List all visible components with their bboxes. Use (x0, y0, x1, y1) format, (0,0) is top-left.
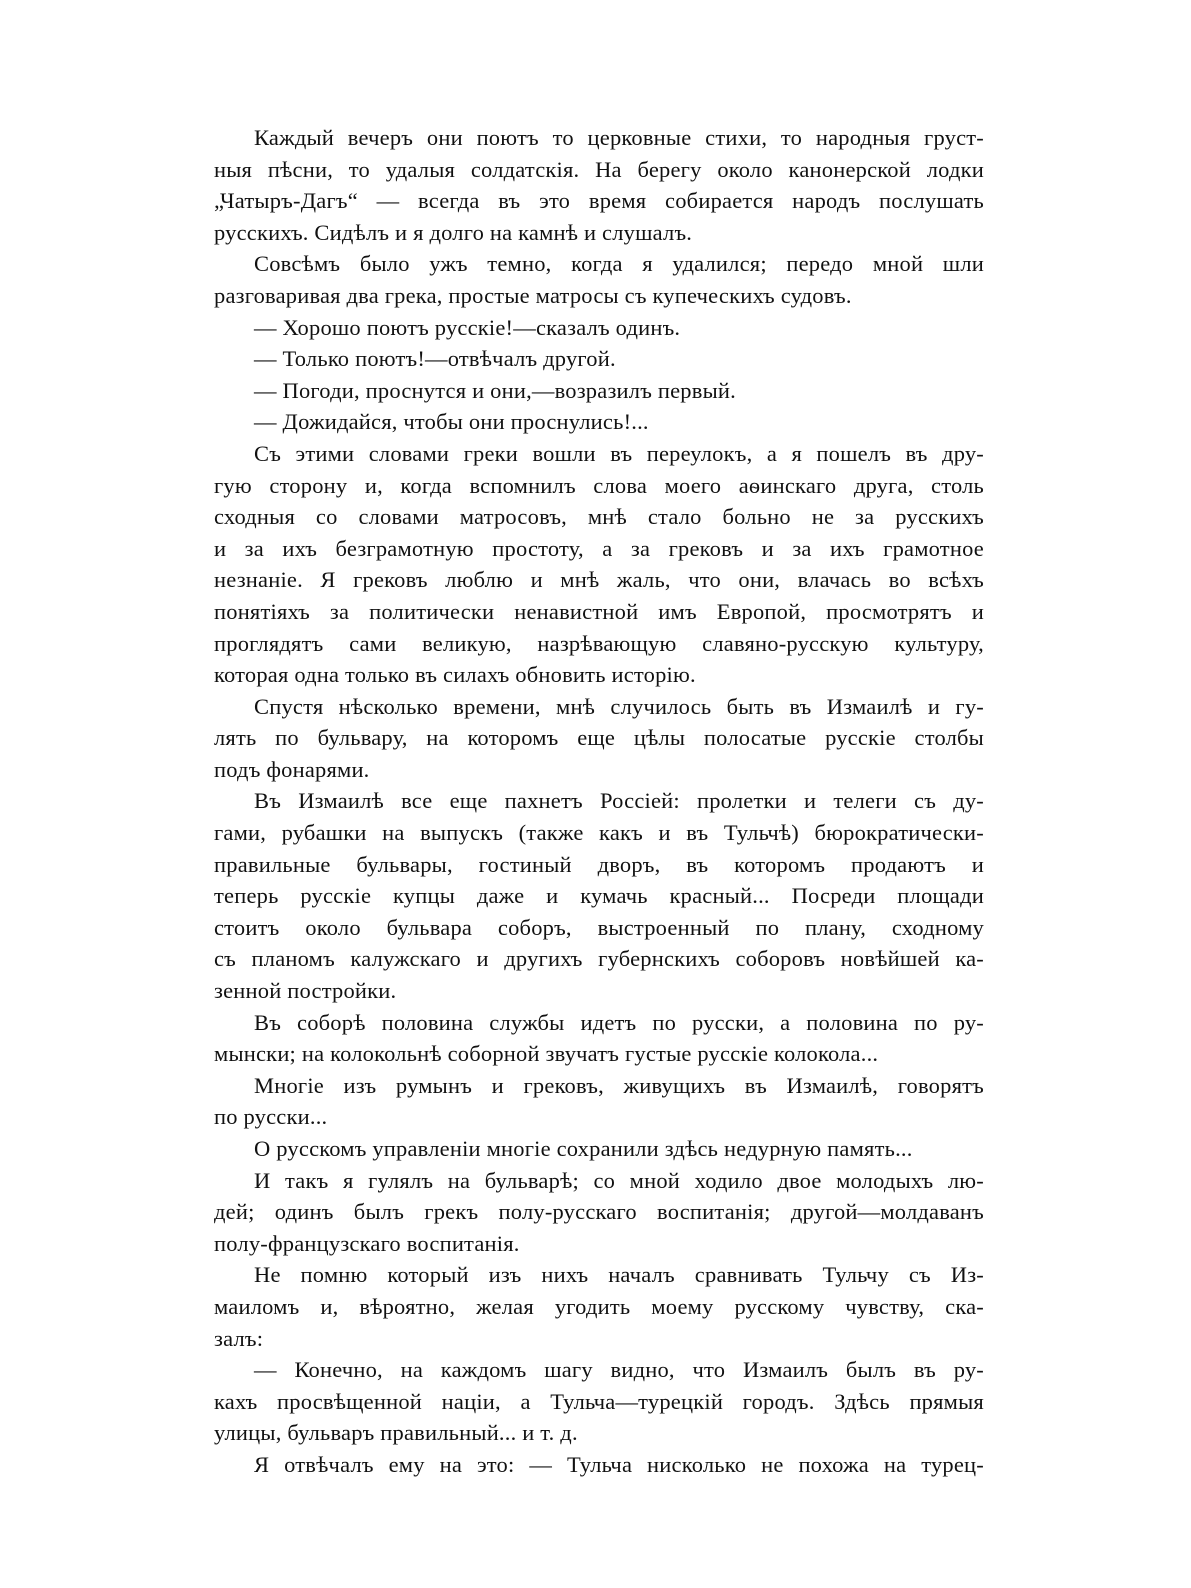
text-line: сходныя со словами матросовъ, мнѣ стало больно не за русскихъ (214, 504, 984, 530)
text-line: улицы, бульваръ правильный... и т. д. (214, 1420, 578, 1446)
text-line: „Чатыръ-Дагъ“ — всегда въ это время собирается народъ послушать (214, 188, 984, 214)
text-line: маиломъ и, вѣроятно, желая угодить моему русскому чувству, ска- (214, 1293, 984, 1319)
text-line: — Хорошо поютъ русскіе!—сказалъ одинъ. (254, 314, 681, 340)
text-line: Въ соборѣ половина службы идетъ по русски, а половина по ру- (254, 1009, 984, 1035)
text-line: И такъ я гулялъ на бульварѣ; со мной ходило двое молодыхъ лю- (254, 1167, 984, 1193)
text-line: по русски... (214, 1104, 328, 1130)
text-line: О русскомъ управленіи многіе сохранили здѣсь недурную память... (254, 1136, 913, 1161)
text-line: подъ фонарями. (214, 756, 370, 782)
text-line: — Только поютъ!—отвѣчалъ другой. (254, 346, 616, 372)
text-line: дей; одинъ былъ грекъ полу-русскаго воспитанія; другой—молдаванъ (214, 1199, 984, 1225)
text-line: правильные бульвары, гостиный дворъ, въ которомъ продаютъ и (214, 851, 984, 877)
text-line: съ планомъ калужскаго и другихъ губернскихъ соборовъ новѣйшей ка- (214, 946, 984, 972)
text-line: залъ: (214, 1325, 264, 1351)
text-line: зенной постройки. (214, 978, 397, 1004)
text-line: которая одна только въ силахъ обновить исторію. (214, 662, 696, 688)
text-line: кахъ просвѣщенной націи, а Тульча—турецкій городъ. Здѣсь прямыя (214, 1388, 984, 1414)
text-line: — Конечно, на каждомъ шагу видно, что Измаилъ былъ въ ру- (254, 1357, 984, 1383)
text-line: лять по бульвару, на которомъ еще цѣлы полосатые русскіе столбы (214, 725, 984, 751)
text-line: Не помню который изъ нихъ началъ сравнивать Тульчу съ Из- (254, 1262, 984, 1288)
text-line: гую сторону и, когда вспомнилъ слова моего аѳинскаго друга, столь (214, 472, 984, 498)
text-line: и за ихъ безграмотную простоту, а за грековъ и за ихъ грамотное (214, 535, 984, 561)
text-line: Съ этими словами греки вошли въ переулокъ, а я пошелъ въ дру- (254, 440, 984, 466)
body-text (214, 122, 984, 1481)
text-line: понятіяхъ за политически ненавистной имъ Европой, просмотрятъ и (214, 598, 984, 624)
text-line: Совсѣмъ было ужъ темно, когда я удалился; передо мной шли (254, 251, 984, 277)
text-line: Спустя нѣсколько времени, мнѣ случилось быть въ Измаилѣ и гу- (254, 693, 984, 719)
text-line: гами, рубашки на выпускъ (также какъ и въ Тульчѣ) бюрократически- (214, 820, 984, 846)
text-line: разговаривая два грека, простые матросы съ купеческихъ судовъ. (214, 282, 852, 308)
text-line: Многіе изъ румынъ и грековъ, живущихъ въ Измаилѣ, говорятъ (254, 1072, 984, 1098)
text-line: теперь русскіе купцы даже и кумачь красный... Посреди площади (214, 883, 984, 909)
text-line: Въ Измаилѣ все еще пахнетъ Россіей: пролетки и телеги съ ду- (254, 788, 984, 814)
text-line: Я отвѣчалъ ему на это: — Тульча нисколько не похожа на турец- (254, 1451, 984, 1477)
text-line: русскихъ. Сидѣлъ и я долго на камнѣ и слушалъ. (214, 219, 693, 245)
text-line: — Погоди, проснутся и они,—возразилъ первый. (254, 377, 736, 403)
text-line: проглядятъ сами великую, назрѣвающую славяно-русскую культуру, (214, 630, 984, 656)
text-line: — Дожидайся, чтобы они проснулись!... (254, 409, 649, 435)
text-line: ныя пѣсни, то удалыя солдатскія. На берегу около канонерской лодки (214, 156, 984, 182)
text-line: стоитъ около бульвара соборъ, выстроенный по плану, сходному (214, 914, 984, 940)
text-line: незнаніе. Я грековъ люблю и мнѣ жаль, что они, влачась во всѣхъ (214, 567, 984, 593)
text-line: мынски; на колокольнѣ соборной звучатъ густые русскіе колокола... (214, 1041, 879, 1067)
text-line: полу-французскаго воспитанія. (214, 1230, 520, 1256)
text-line: Каждый вечеръ они поютъ то церковные стихи, то народныя груст- (254, 125, 984, 150)
